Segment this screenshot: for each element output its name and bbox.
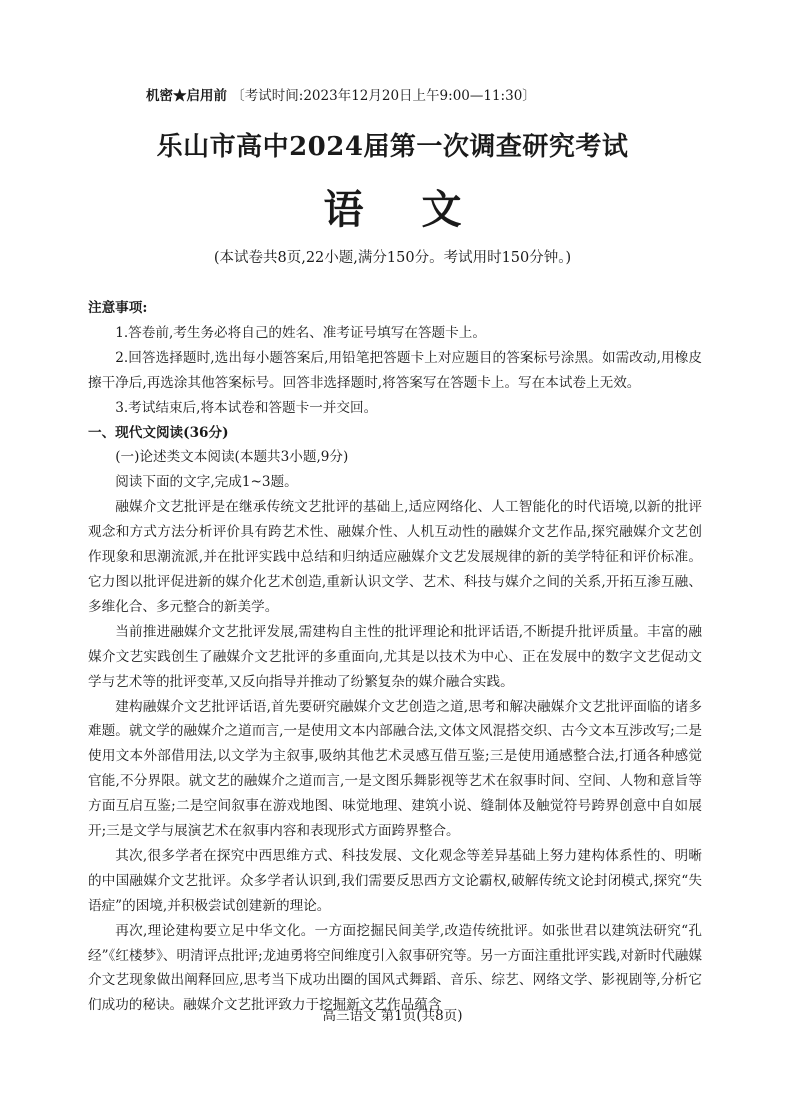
exam-time: 〔考试时间:2023年12月20日上午9:00—11:30〕	[231, 88, 536, 104]
subject-title: 语文	[323, 186, 520, 233]
confidential-label: 机密★启用前	[146, 88, 227, 104]
subsection-title: (一)论述类文本阅读(本题共3小题,9分)	[115, 449, 349, 466]
page-footer: 高三语文 第1页(共8页)	[322, 1008, 463, 1024]
passage-paragraph: 建构融媒介文艺批评话语,首先要研究融媒介文艺创造之道,思考和解决融媒介文艺批评面临的诸多难题。就文学的融媒介之道而言,一是使用文本内部融合法,文体文风混搭交织、古今文本互涉改写;二是使用文本外部借用法,以文学为主叙事,吸纳其他艺术灵感互借互鉴;三是使用通感整合法,打通各种感觉官能,不分界限。就文艺的融媒介之道而言,一是文图乐舞影视等艺术在叙事时间、空间、人物和意旨等方面互启互鉴;二是空间叙事在游戏地图、味觉地理、建筑小说、缝制体及触觉符号跨界创意中自如展开;三是文学与展演艺术在叙事内容和表现形式方面跨界整合。	[88, 698, 702, 840]
notice-item: 3.考试结束后,将本试卷和答题卡一并交回。	[115, 399, 378, 416]
reading-instruction: 阅读下面的文字,完成1~3题。	[115, 474, 298, 491]
exam-title: 乐山市高中2024届第一次调查研究考试	[156, 132, 629, 162]
header-line	[146, 84, 536, 104]
passage-paragraph: 再次,理论建构要立足中华文化。一方面挖掘民间美学,改造传统批评。如张世君以建筑法研究“孔经”《红楼梦》、明清评点批评;龙迪勇将空间维度引入叙事研究等。另一方面注重批评实践,对新时代融媒介文艺现象做出阐释回应,思考当下成功出圈的国风式舞蹈、音乐、综艺、网络文学、影视剧等,分析它们成功的秘诀。融媒介文艺批评致力于挖掘新文艺作品蕴含	[88, 922, 702, 1014]
exam-body	[88, 296, 702, 1018]
section-title: 一、现代文阅读(36分)	[88, 424, 229, 441]
passage-paragraph: 当前推进融媒介文艺批评发展,需建构自主性的批评理论和批评话语,不断提升批评质量。丰富的融媒介文艺实践创生了融媒介文艺批评的多重面向,尤其是以技术为中心、正在发展中的数字文艺促动文学与艺术等的批评变革,又反向指导并推动了纷繁复杂的媒介融合实践。	[88, 623, 702, 690]
exam-info: (本试卷共8页,22小题,满分150分。考试用时150分钟。)	[213, 250, 572, 266]
passage-paragraph: 其次,很多学者在探究中西思维方式、科技发展、文化观念等差异基础上努力建构体系性的、明晰的中国融媒介文艺批评。众多学者认识到,我们需要反思西方文论霸权,破解传统文论封闭模式,探究“失语症”的困境,并积极尝试创建新的理论。	[88, 847, 702, 914]
notice-item: 1.答卷前,考生务必将自己的姓名、准考证号填写在答题卡上。	[115, 324, 486, 341]
passage-paragraph: 融媒介文艺批评是在继承传统文艺批评的基础上,适应网络化、人工智能化的时代语境,以新的批评观念和方式方法分析评价具有跨艺术性、融媒介性、人机互动性的融媒介文艺作品,探究融媒介文艺创作现象和思潮流派,并在批评实践中总结和归纳适应融媒介文艺发展规律的新的美学特征和评价标准。它力图以批评促进新的媒介化艺术创造,重新认识文学、艺术、科技与媒介之间的关系,开拓互渗互融、多维化合、多元整合的新美学。	[88, 499, 702, 615]
notice-item: 2.回答选择题时,选出每小题答案后,用铅笔把答题卡上对应题目的答案标号涂黑。如需改动,用橡皮擦干净后,再选涂其他答案标号。回答非选择题时,将答案写在答题卡上。写在本试卷上无效。	[88, 349, 702, 391]
notice-heading: 注意事项:	[88, 300, 148, 316]
